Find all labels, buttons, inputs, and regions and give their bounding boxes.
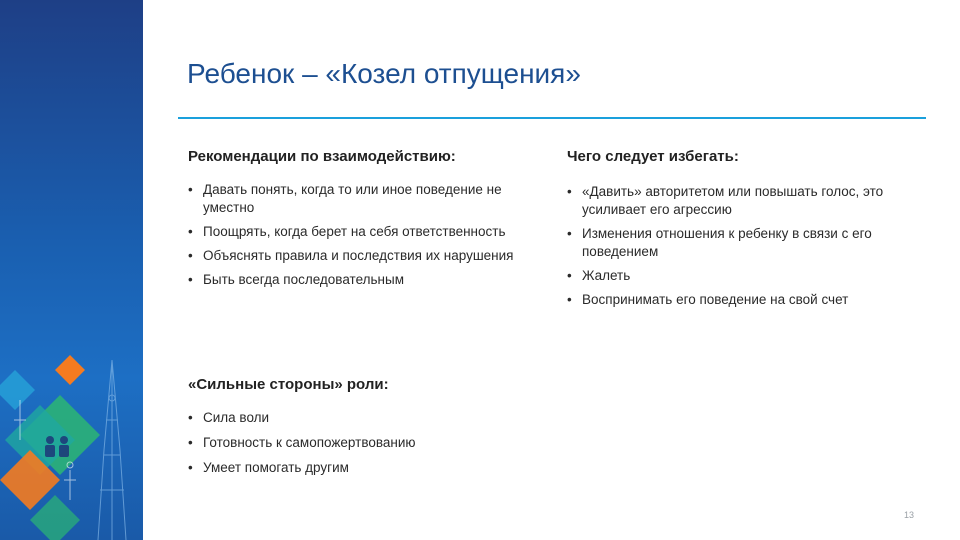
avoid-list	[567, 183, 912, 309]
sidebar-illustration	[0, 0, 143, 540]
list-item: • Воспринимать его поведение на свой счет	[567, 291, 912, 309]
list-item: • Объяснять правила и последствия их нарушения	[188, 247, 533, 265]
strengths-section	[188, 376, 533, 484]
list-item: • Давать понять, когда то или иное поведение не уместно	[188, 181, 533, 217]
page-title: Ребенок – «Козел отпущения»	[187, 58, 581, 89]
list-item: • Поощрять, когда берет на себя ответственность	[188, 223, 533, 241]
list-item: • Быть всегда последовательным	[188, 271, 533, 289]
recommendations-section	[188, 148, 533, 295]
recommendations-heading: Рекомендации по взаимодействию:	[188, 148, 456, 165]
small-orange-diamond	[55, 355, 85, 385]
avoid-heading: Чего следует избегать:	[567, 148, 739, 165]
avoid-section	[567, 148, 912, 315]
list-item: • Изменения отношения к ребенку в связи с его поведением	[567, 225, 912, 261]
list-item: • Умеет помогать другим	[188, 459, 533, 477]
list-item: • «Давить» авторитетом или повышать голос, это усиливает его агрессию	[567, 183, 912, 219]
recommendations-list	[188, 181, 533, 289]
strengths-list	[188, 409, 533, 477]
list-item: • Жалеть	[567, 267, 912, 285]
page-number: 13	[904, 510, 915, 520]
decorative-sidebar	[0, 0, 143, 540]
list-item: • Сила воли	[188, 409, 533, 427]
title-divider	[178, 117, 926, 119]
list-item: • Готовность к самопожертвованию	[188, 434, 533, 452]
strengths-heading: «Сильные стороны» роли:	[188, 376, 389, 393]
